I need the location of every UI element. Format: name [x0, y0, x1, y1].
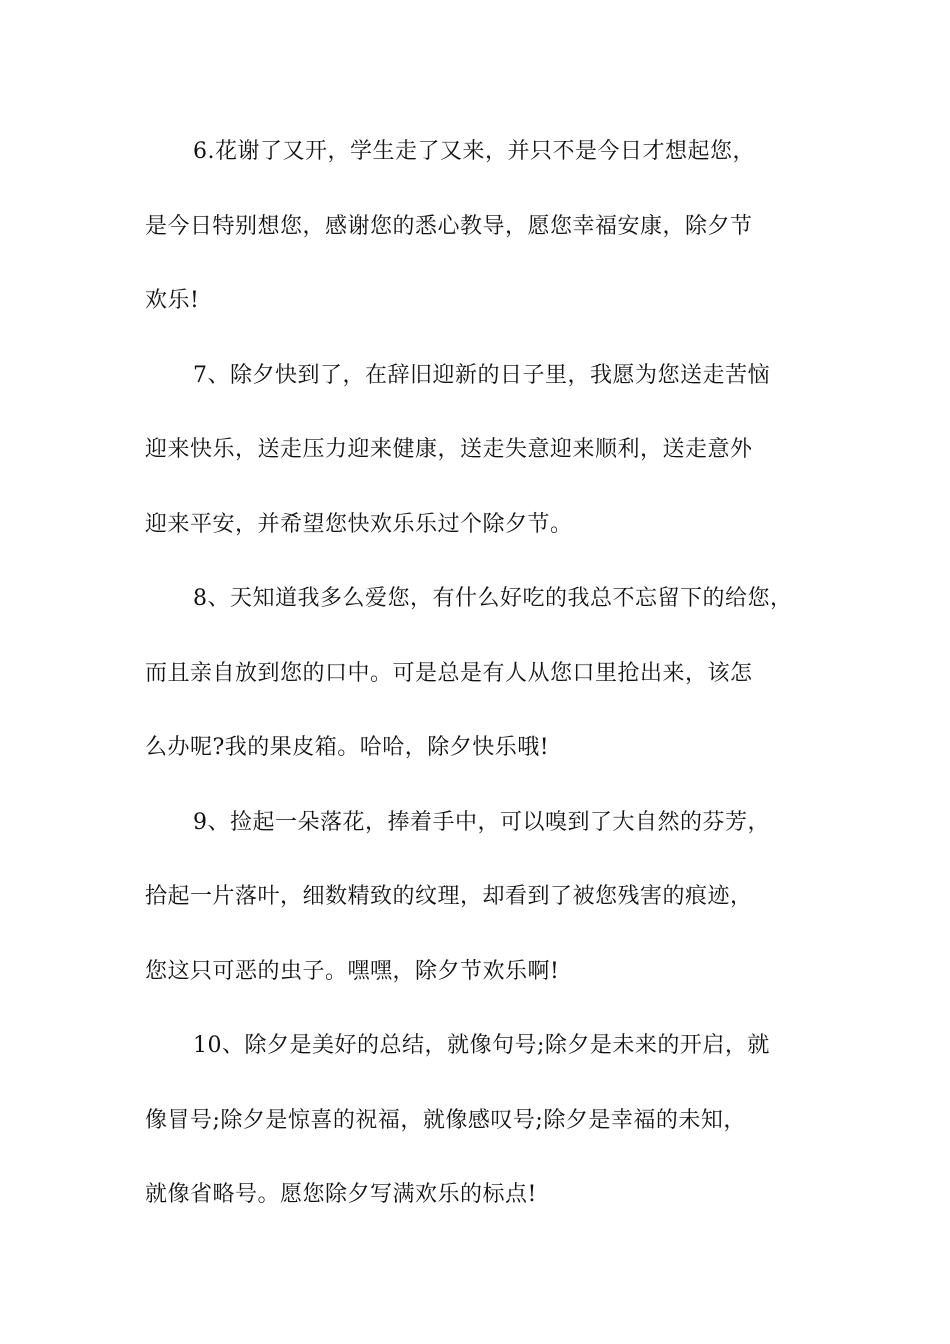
paragraph-10: [145, 1009, 815, 1233]
text-line: 像冒号;除夕是惊喜的祝福，就像感叹号;除夕是幸福的未知，: [145, 1107, 746, 1133]
text-line: 6.花谢了又开，学生走了又来，并只不是今日才想起您，: [193, 139, 755, 164]
paragraph-8: [145, 562, 815, 786]
text-line: 迎来平安，并希望您快欢乐乐过个除夕节。: [145, 511, 573, 537]
text-line: 迎来快乐，送走压力迎来健康，送走失意迎来顺利，送走意外: [145, 437, 753, 462]
paragraph-9: [145, 786, 815, 1010]
text-line: 8、天知道我多么爱您，有什么好吃的我总不忘留下的给您，: [193, 586, 793, 611]
text-line: 是今日特别想您，感谢您的悉心教导，愿您幸福安康，除夕节: [145, 213, 753, 239]
text-line: 10、除夕是美好的总结，就像句号;除夕是未来的开启，就: [193, 1033, 770, 1058]
text-line: 么办呢?我的果皮箱。哈哈，除夕快乐哦!: [145, 735, 550, 760]
text-line: 欢乐!: [145, 288, 200, 313]
text-line: 而且亲自放到您的口中。可是总是有人从您口里抢出来，该怎: [145, 660, 753, 686]
paragraph-6: [145, 115, 815, 339]
text-line: 9、捡起一朵落花，捧着手中，可以嗅到了大自然的芬芳，: [193, 809, 770, 835]
text-line: 拾起一片落叶，细数精致的纹理，却看到了被您残害的痕迹，: [145, 884, 753, 909]
text-line: 就像省略号。愿您除夕写满欢乐的标点!: [145, 1182, 537, 1207]
text-line: 您这只可恶的虫子。嘿嘿，除夕节欢乐啊!: [145, 958, 560, 984]
paragraph-7: [145, 339, 815, 563]
text-line: 7、除夕快到了，在辞旧迎新的日子里，我愿为您送走苦恼: [193, 362, 770, 388]
